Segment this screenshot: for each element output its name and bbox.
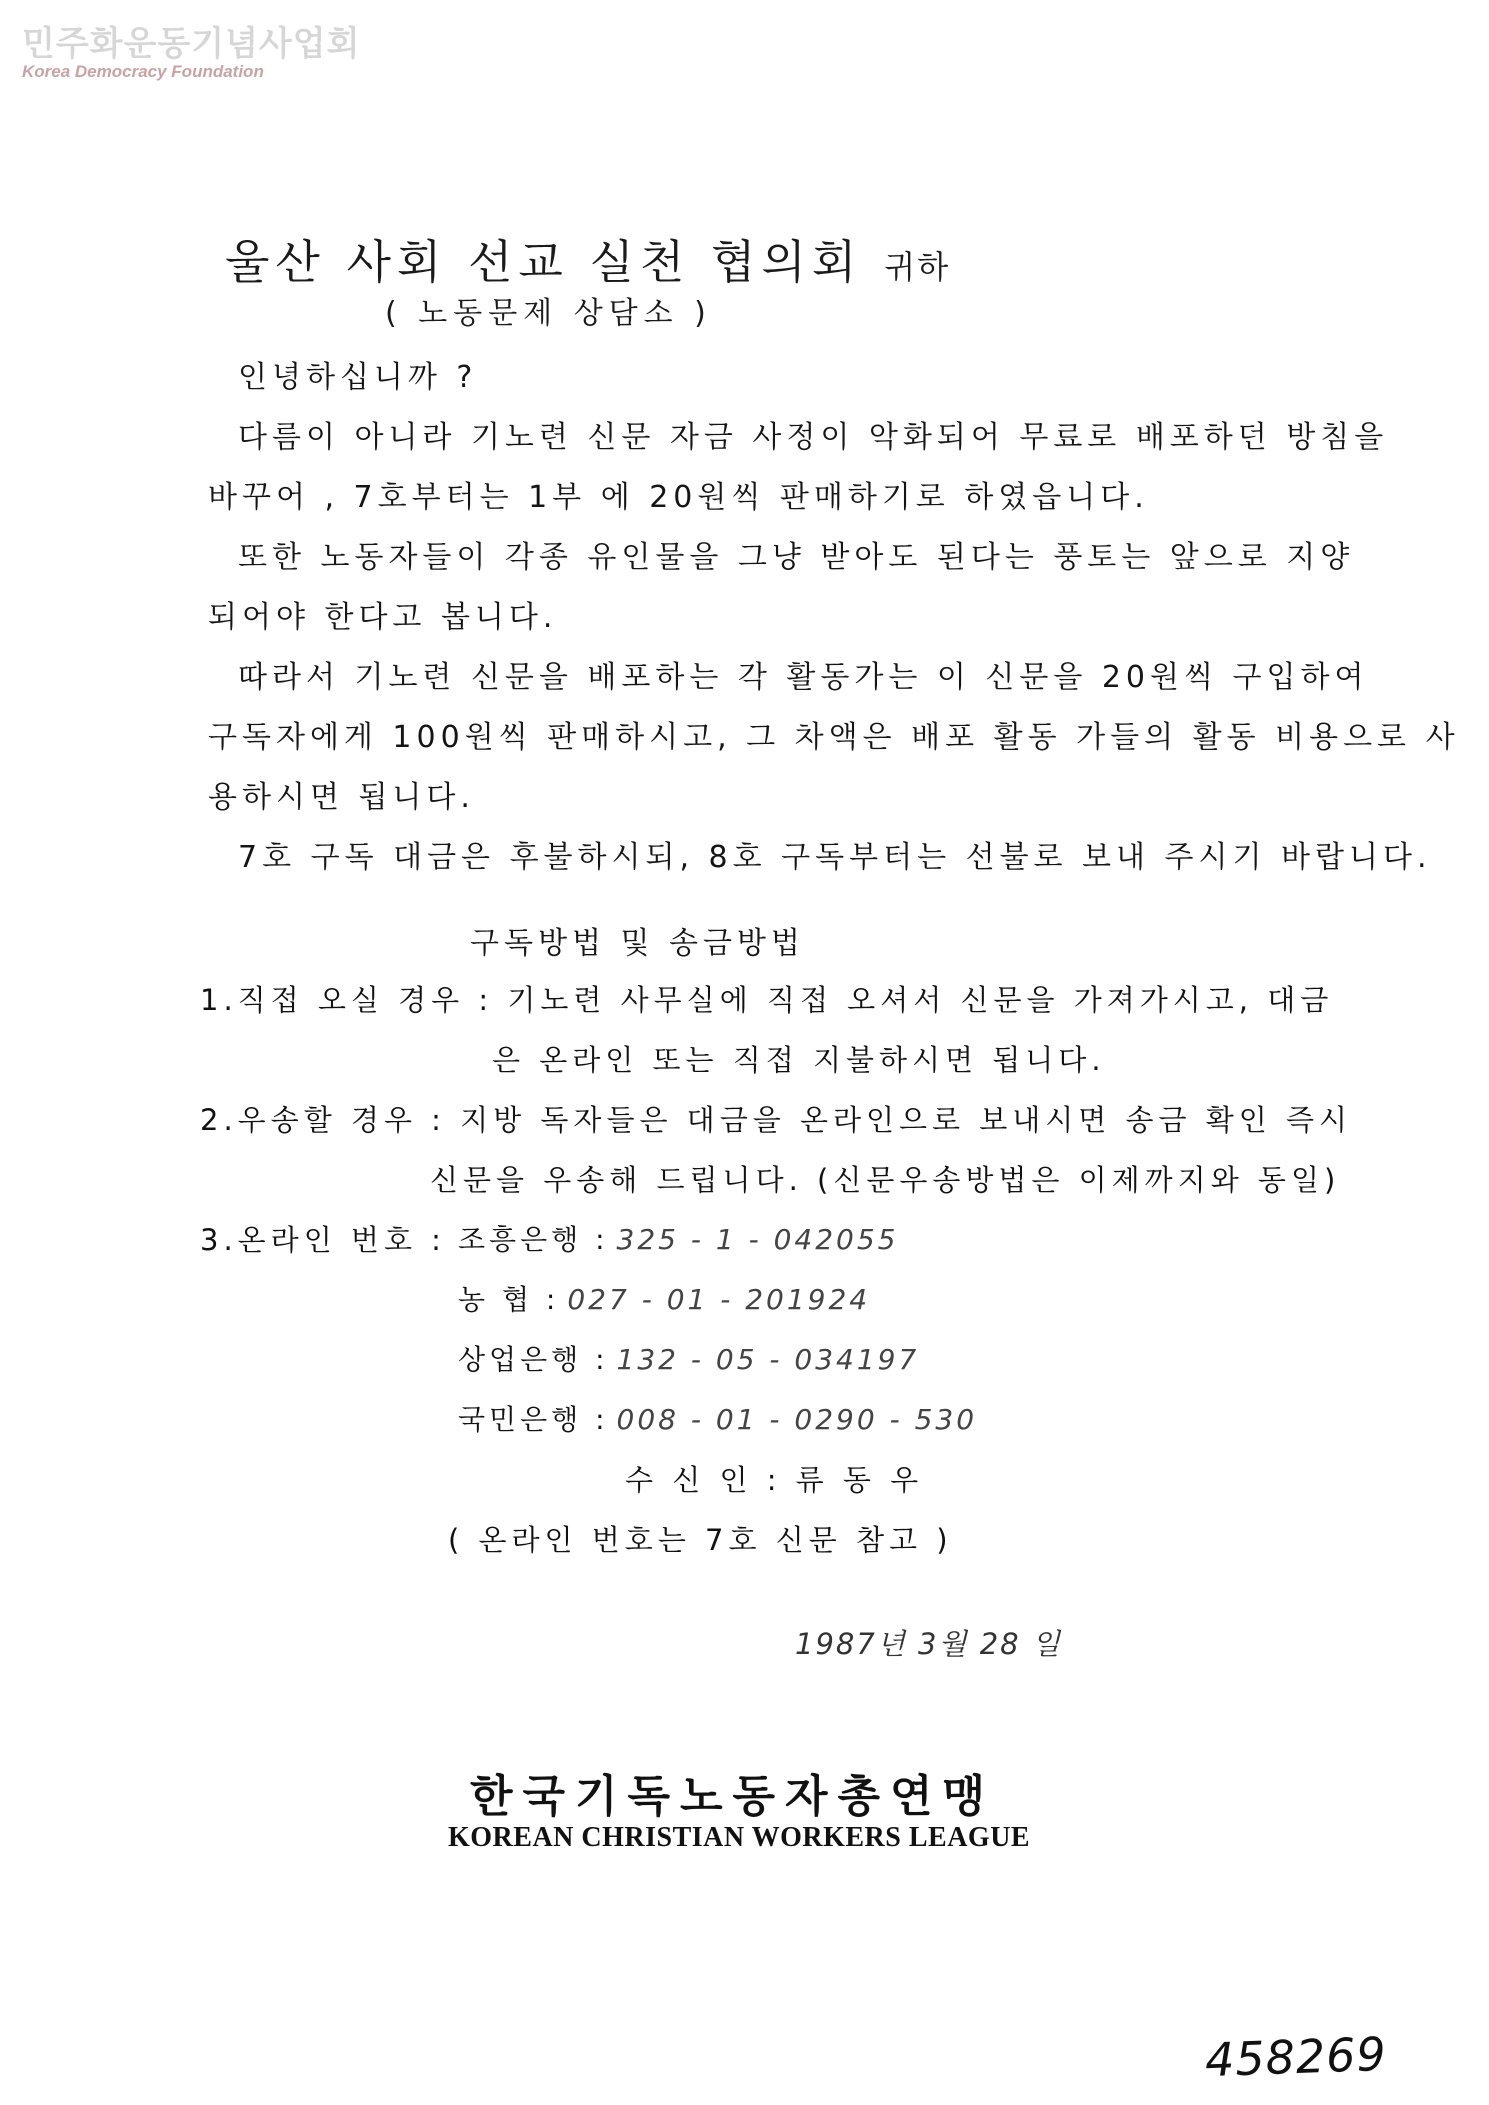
bank-name: 상업은행 : (458, 1343, 609, 1376)
body-line: 7호 구독 대금은 후불하시되, 8호 구독부터는 선불로 보내 주시기 바랍니다. (238, 840, 1432, 875)
bank-name: 조흥은행 : (458, 1223, 609, 1256)
account-number: 027 - 01 - 201924 (567, 1283, 871, 1316)
account-number: 325 - 1 - 042055 (616, 1223, 899, 1256)
account-number: 008 - 01 - 0290 - 530 (616, 1403, 978, 1436)
body-line: 구독자에게 100원씩 판매하시고, 그 차액은 배포 활동 가들의 활동 비용으로 사 (208, 720, 1460, 755)
account-number: 132 - 05 - 034197 (616, 1343, 920, 1376)
bank-account-row (458, 1218, 898, 1258)
document-date: 1987년 3월 28 일 (795, 1627, 1062, 1661)
recipient-line (225, 226, 950, 292)
bank-name: 국민은행 : (458, 1403, 609, 1436)
recipient-name: 울산 사회 선교 실천 협의회 (225, 235, 863, 289)
receiver-line: 수 신 인 : 류 동 우 (625, 1463, 924, 1497)
method-item-direct-cont: 은 온라인 또는 직접 지불하시면 됩니다. (492, 1043, 1106, 1077)
method-item-mail: 2.우송할 경우 : 지방 독자들은 대금을 온라인으로 보내시면 송금 확인 즉시 (200, 1103, 1353, 1137)
organization-name-korean: 한국기독노동자총연맹 (470, 1771, 996, 1822)
document-number: 458269 (1204, 2026, 1388, 2088)
method-item-direct: 1.직접 오실 경우 : 기노련 사무실에 직접 오셔서 신문을 가져가시고, 대금 (200, 983, 1334, 1017)
bank-account-row (458, 1278, 870, 1318)
online-number-label: 3.온라인 번호 : (200, 1223, 446, 1257)
foundation-watermark-korean: 민주화운동기념사업회 (22, 24, 361, 64)
bank-name: 농 협 : (458, 1283, 560, 1316)
method-item-mail-cont: 신문을 우송해 드립니다. (신문우송방법은 이제까지와 동일) (430, 1163, 1341, 1197)
body-line: 되어야 한다고 봅니다. (208, 600, 558, 635)
bank-account-row (458, 1338, 919, 1378)
section-title: 구독방법 및 송금방법 (470, 926, 805, 961)
body-line: 다름이 아니라 기노련 신문 자금 사정이 악화되어 무료로 배포하던 방침을 (238, 420, 1389, 455)
body-line: 따라서 기노련 신문을 배포하는 각 활동가는 이 신문을 20원씩 구입하여 (238, 660, 1369, 695)
foundation-watermark-english: Korea Democracy Foundation (22, 62, 264, 81)
recipient-honorific: 귀하 (884, 248, 951, 286)
body-line: 바꾸어 , 7호부터는 1부 에 20원씩 판매하기로 하였읍니다. (208, 480, 1149, 515)
organization-name-english: KOREAN CHRISTIAN WORKERS LEAGUE (448, 1822, 1031, 1853)
body-line: 용하시면 됩니다. (208, 780, 475, 815)
recipient-subtitle: ( 노동문제 상담소 ) (385, 296, 712, 331)
bank-account-row (458, 1398, 977, 1438)
greeting-line: 인녕하십니까 ? (238, 360, 478, 395)
online-note: ( 온라인 번호는 7호 신문 참고 ) (448, 1523, 953, 1557)
body-line: 또한 노동자들이 각종 유인물을 그냥 받아도 된다는 풍토는 앞으로 지양 (238, 540, 1355, 575)
